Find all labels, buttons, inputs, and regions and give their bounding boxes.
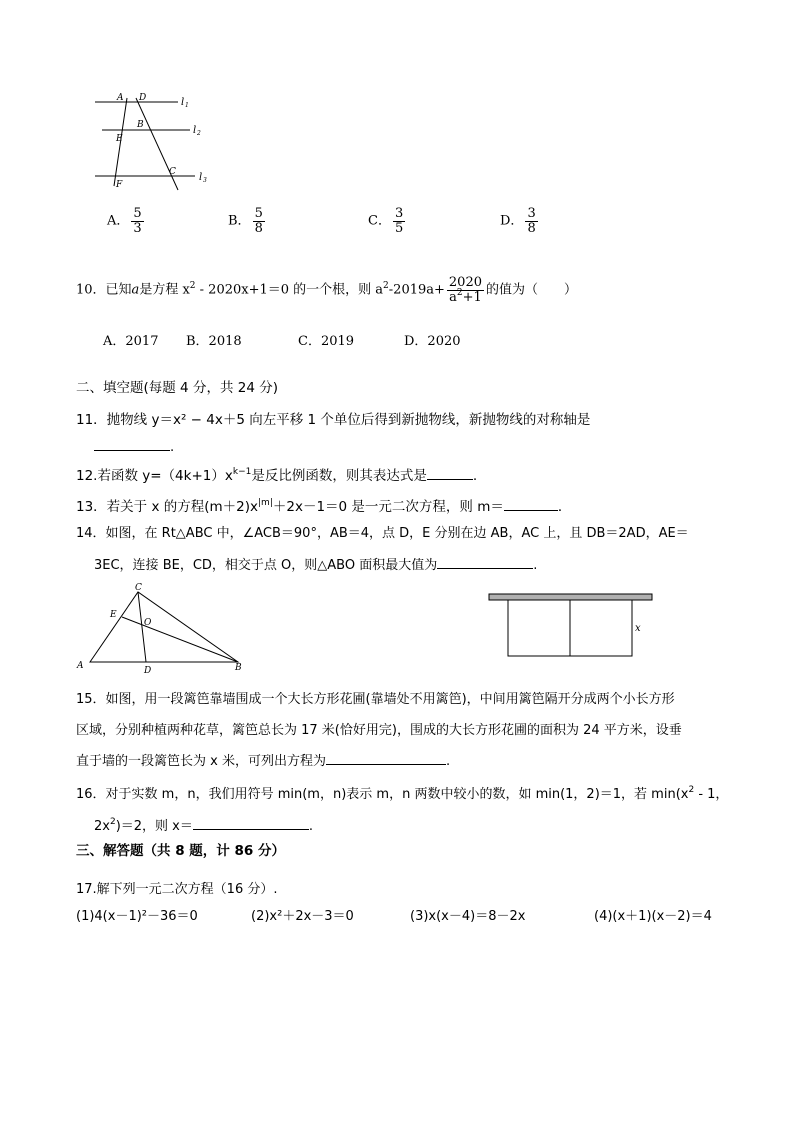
label-A: A	[77, 661, 84, 671]
label-l3-sub: 3	[203, 177, 207, 184]
question-13: 13．若关于 x 的方程$(m+2)x^{|m|}+2x-1=0$ 是一元二次方程，则 m＝ ．	[76, 498, 572, 515]
q9-option-d	[500, 207, 540, 235]
fraction: $\frac{3}{5}$	[394, 206, 404, 236]
q9-option-a	[107, 207, 146, 235]
q11-answer-line: .	[94, 438, 174, 455]
section-3-heading: 三、解答题（共 8 题，计 86 分）	[76, 843, 285, 859]
question-17-title: 17.解下列一元二次方程（16 分）.	[76, 882, 278, 897]
question-10: 10．已知a是方程 $x^2 - 2020x+1=0$ 的一个根，则 $a^2-2019a+$ $\frac{2020}{a^2+1}$ 的值为（ ）	[76, 275, 578, 305]
question-12: 12.若函数 $y=(4k+1)x^{k-1}$是反比例函数，则其表达式是 .	[76, 467, 478, 484]
label-E: E	[110, 610, 117, 620]
label-B: B	[235, 663, 242, 673]
segment-be	[122, 617, 238, 662]
q10-option-d: D．2020	[404, 334, 461, 349]
label-l1-sub: 1	[185, 102, 189, 109]
label-l1: l	[181, 97, 185, 108]
question-14-line-1: 14．如图，在 Rt△ABC 中，∠ACB＝90°，AB＝4，点 D，E 分别在边 AB，AC 上，且 DB＝2AD，AE＝	[76, 526, 689, 541]
q9-option-b	[228, 207, 267, 235]
fraction: $\frac{3}{8}$	[527, 206, 536, 236]
label-l3: l	[199, 172, 203, 183]
q17-item-1: (1)4(x－1)²－36＝0	[76, 909, 198, 924]
label-x: x	[635, 623, 641, 634]
q9-option-c	[368, 207, 407, 235]
triangle-abc	[90, 592, 238, 662]
q10-option-b: B．2018	[186, 334, 242, 349]
answer-blank[interactable]	[504, 498, 558, 511]
fraction-2020: $\frac{2020}{a^2+1}$	[448, 275, 482, 305]
q17-item-2: (2)x²＋2x－3＝0	[251, 909, 354, 924]
fraction: $\frac{5}{8}$	[254, 206, 263, 236]
option-label: A．	[107, 213, 130, 229]
wall	[489, 594, 652, 600]
answer-blank[interactable]	[193, 817, 309, 830]
option-label: C．	[368, 213, 391, 229]
answer-blank[interactable]	[437, 556, 533, 569]
answer-blank[interactable]	[94, 438, 170, 451]
parallel-lines-figure	[90, 88, 230, 193]
q10-option-a: A．2017	[103, 334, 159, 349]
label-A: A	[117, 93, 124, 103]
question-11: 11．抛物线 y＝x² − 4x＋5 向左平移 1 个单位后得到新抛物线，新抛物线的对称轴是	[76, 412, 591, 428]
triangle-figure	[74, 580, 254, 675]
label-l2: l	[193, 125, 197, 136]
label-E: E	[116, 134, 123, 144]
label-D: D	[139, 93, 147, 103]
answer-blank[interactable]	[427, 467, 473, 480]
question-15-line-1: 15．如图，用一段篱笆靠墙围成一个大长方形花圃(靠墙处不用篱笆)，中间用篱笆隔开分成两个小长方形	[76, 692, 675, 707]
label-C: C	[169, 167, 176, 177]
question-14-line-2: 3EC，连接 BE，CD，相交于点 O，则△ABO 面积最大值为 .	[94, 558, 538, 573]
fraction: $\frac{5}{3}$	[133, 206, 142, 236]
question-16-line-1: 16．对于实数 m，n，我们用符号 min(m，n)表示 m，n 两数中较小的数，如 min(1，2)＝1，若 $\min(x^2 - 1$，	[76, 785, 729, 802]
option-label: D．	[500, 213, 524, 229]
label-D: D	[144, 666, 152, 675]
q10-option-c: C．2019	[298, 334, 355, 349]
q17-item-4: (4)(x＋1)(x－2)＝4	[594, 909, 712, 924]
question-16-line-2: $2x^2)=2$，则 x＝ .	[94, 817, 314, 834]
section-2-heading: 二、填空题(每题 4 分，共 24 分)	[76, 380, 278, 396]
label-O: O	[144, 618, 152, 628]
question-15-line-2: 区域，分别种植两种花草，篱笆总长为 17 米(恰好用完)，围成的大长方形花圃的面积为 24 平方米，设垂	[76, 723, 682, 738]
q17-item-3: (3)x(x－4)＝8－2x	[410, 909, 526, 924]
answer-blank[interactable]	[326, 752, 446, 765]
fence-figure	[486, 590, 656, 662]
label-C: C	[135, 583, 142, 593]
label-B: B	[137, 120, 144, 130]
label-F: F	[116, 180, 123, 190]
label-l2-sub: 2	[197, 130, 201, 137]
option-label: B．	[228, 213, 251, 229]
question-15-line-3: 直于墙的一段篱笆长为 x 米，可列出方程为 .	[76, 754, 451, 769]
